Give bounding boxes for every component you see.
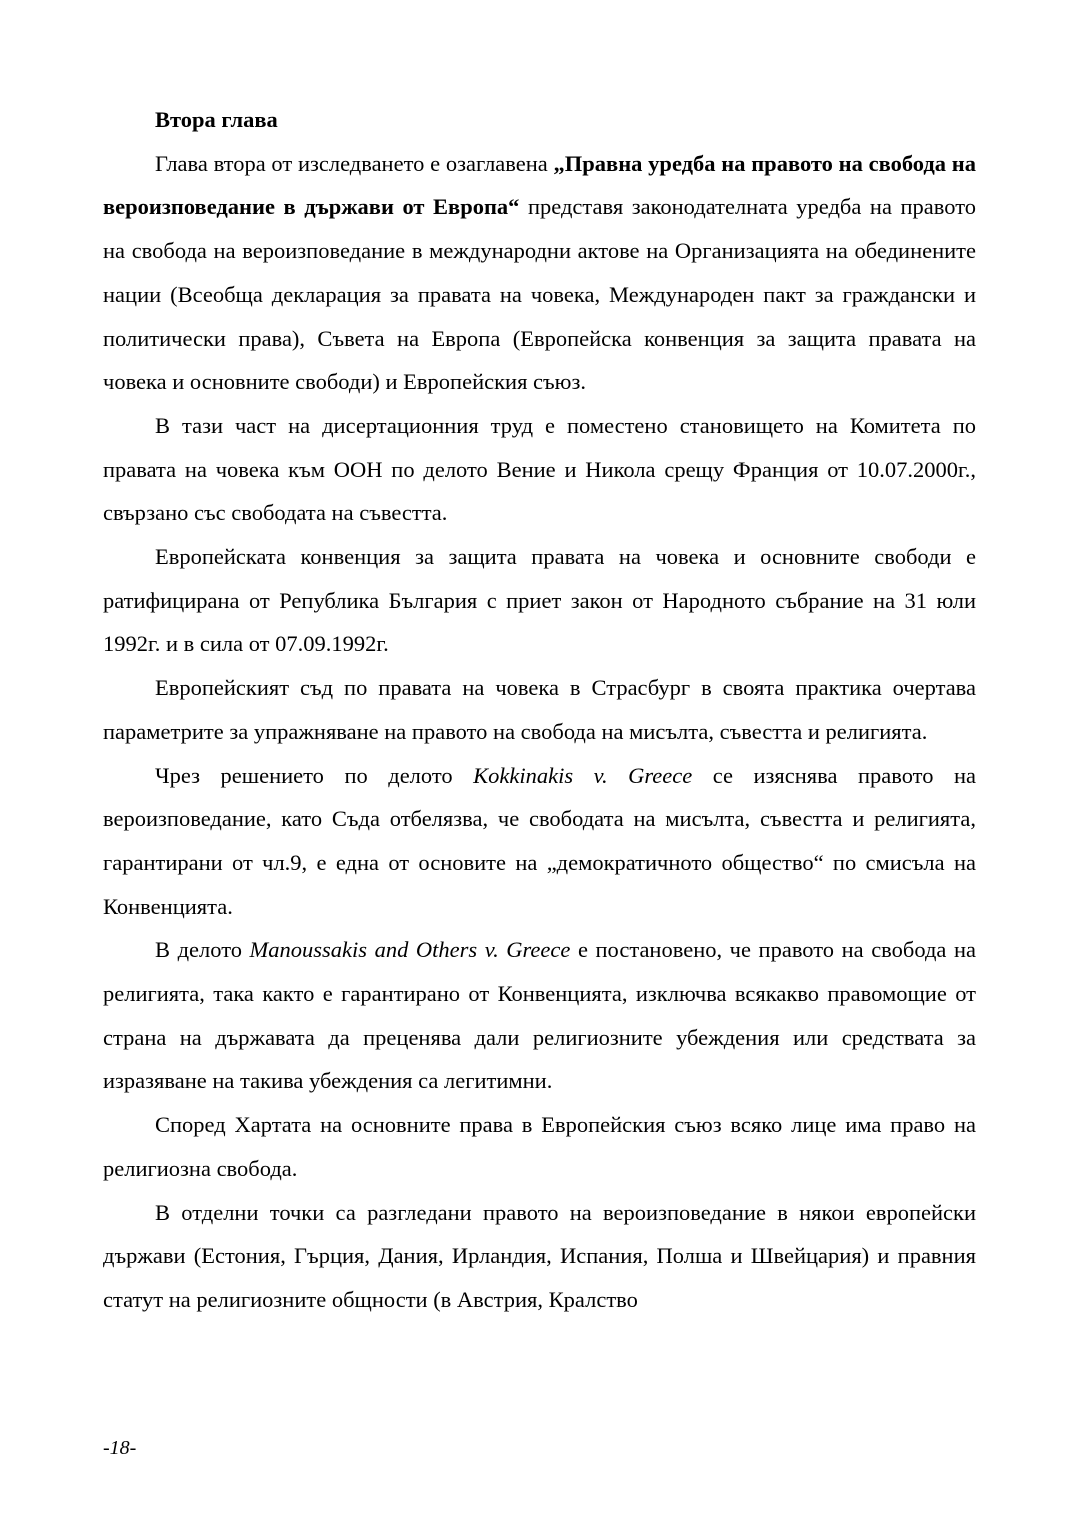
paragraph-2: В тази част на дисертационния труд е поместено становището на Комитета по правата на човека към ООН по делото Вение и Никола срещу Франция от 10.07.2000г., свързано със свободата на съвестта.	[103, 412, 976, 526]
paragraph-6	[103, 928, 976, 1103]
case-name-kokkinakis: Kokkinakis v. Greece	[473, 762, 693, 788]
paragraph-6-rest: е постановено, че правото на свобода на религията, така както е гарантирано от Конвенцията, изключва всякакво правомощие от страна на държавата да преценява дали религиозните убеждения или средствата за изразяване на такива убеждения са легитимни.	[103, 937, 976, 1094]
paragraph-1-lead: Глава втора от изследването е озаглавена	[155, 150, 554, 176]
chapter-title: „Правна уредба на правото на свобода на вероизповедание в държави от Европа“	[103, 150, 976, 220]
paragraph-1	[103, 142, 976, 404]
paragraph-4: Европейският съд по правата на човека в Страсбург в своята практика очертава параметрите за упражняване на правото на свобода на мисълта, съвестта и религията.	[103, 675, 976, 744]
body-text	[103, 98, 976, 1322]
paragraph-6-lead: В делото	[155, 937, 250, 963]
page-number: -18-	[103, 1437, 137, 1459]
chapter-heading: Втора глава	[155, 107, 278, 132]
paragraph-5	[103, 754, 976, 929]
paragraph-7: Според Хартата на основните права в Европейския съюз всяко лице има право на религиозна свобода.	[103, 1112, 976, 1181]
case-name-manoussakis: Manoussakis and Others v. Greece	[249, 937, 571, 963]
paragraph-1-rest: представя законодателната уредба на правото на свобода на вероизповедание в международни актове на Организацията на обединените нации (Всеобща декларация за правата на човека, Международен пакт за граждански и политически права), Съвета на Европа (Европейска конвенция за защита правата на човека и основните свободи) и Европейския съюз.	[103, 194, 976, 395]
paragraph-5-rest: се изяснява правото на вероизповедание, като Съда отбелязва, че свободата на мисълта, съвестта и религията, гарантирани от чл.9, е една от основите на „демократичното общество“ по смисъла на Конвенцията.	[103, 762, 976, 919]
paragraph-3: Европейската конвенция за защита правата на човека и основните свободи е ратифицирана от Република България с приет закон от Народното събрание на 31 юли 1992г. и в сила от 07.09.1992г.	[103, 544, 976, 657]
paragraph-8: В отделни точки са разгледани правото на вероизповедание в някои европейски държави (Естония, Гърция, Дания, Ирландия, Испания, Полша и Швейцария) и правния статут на религиозните общности (в Австрия, Кралство	[103, 1199, 976, 1312]
paragraph-5-lead: Чрез решението по делото	[155, 762, 474, 788]
